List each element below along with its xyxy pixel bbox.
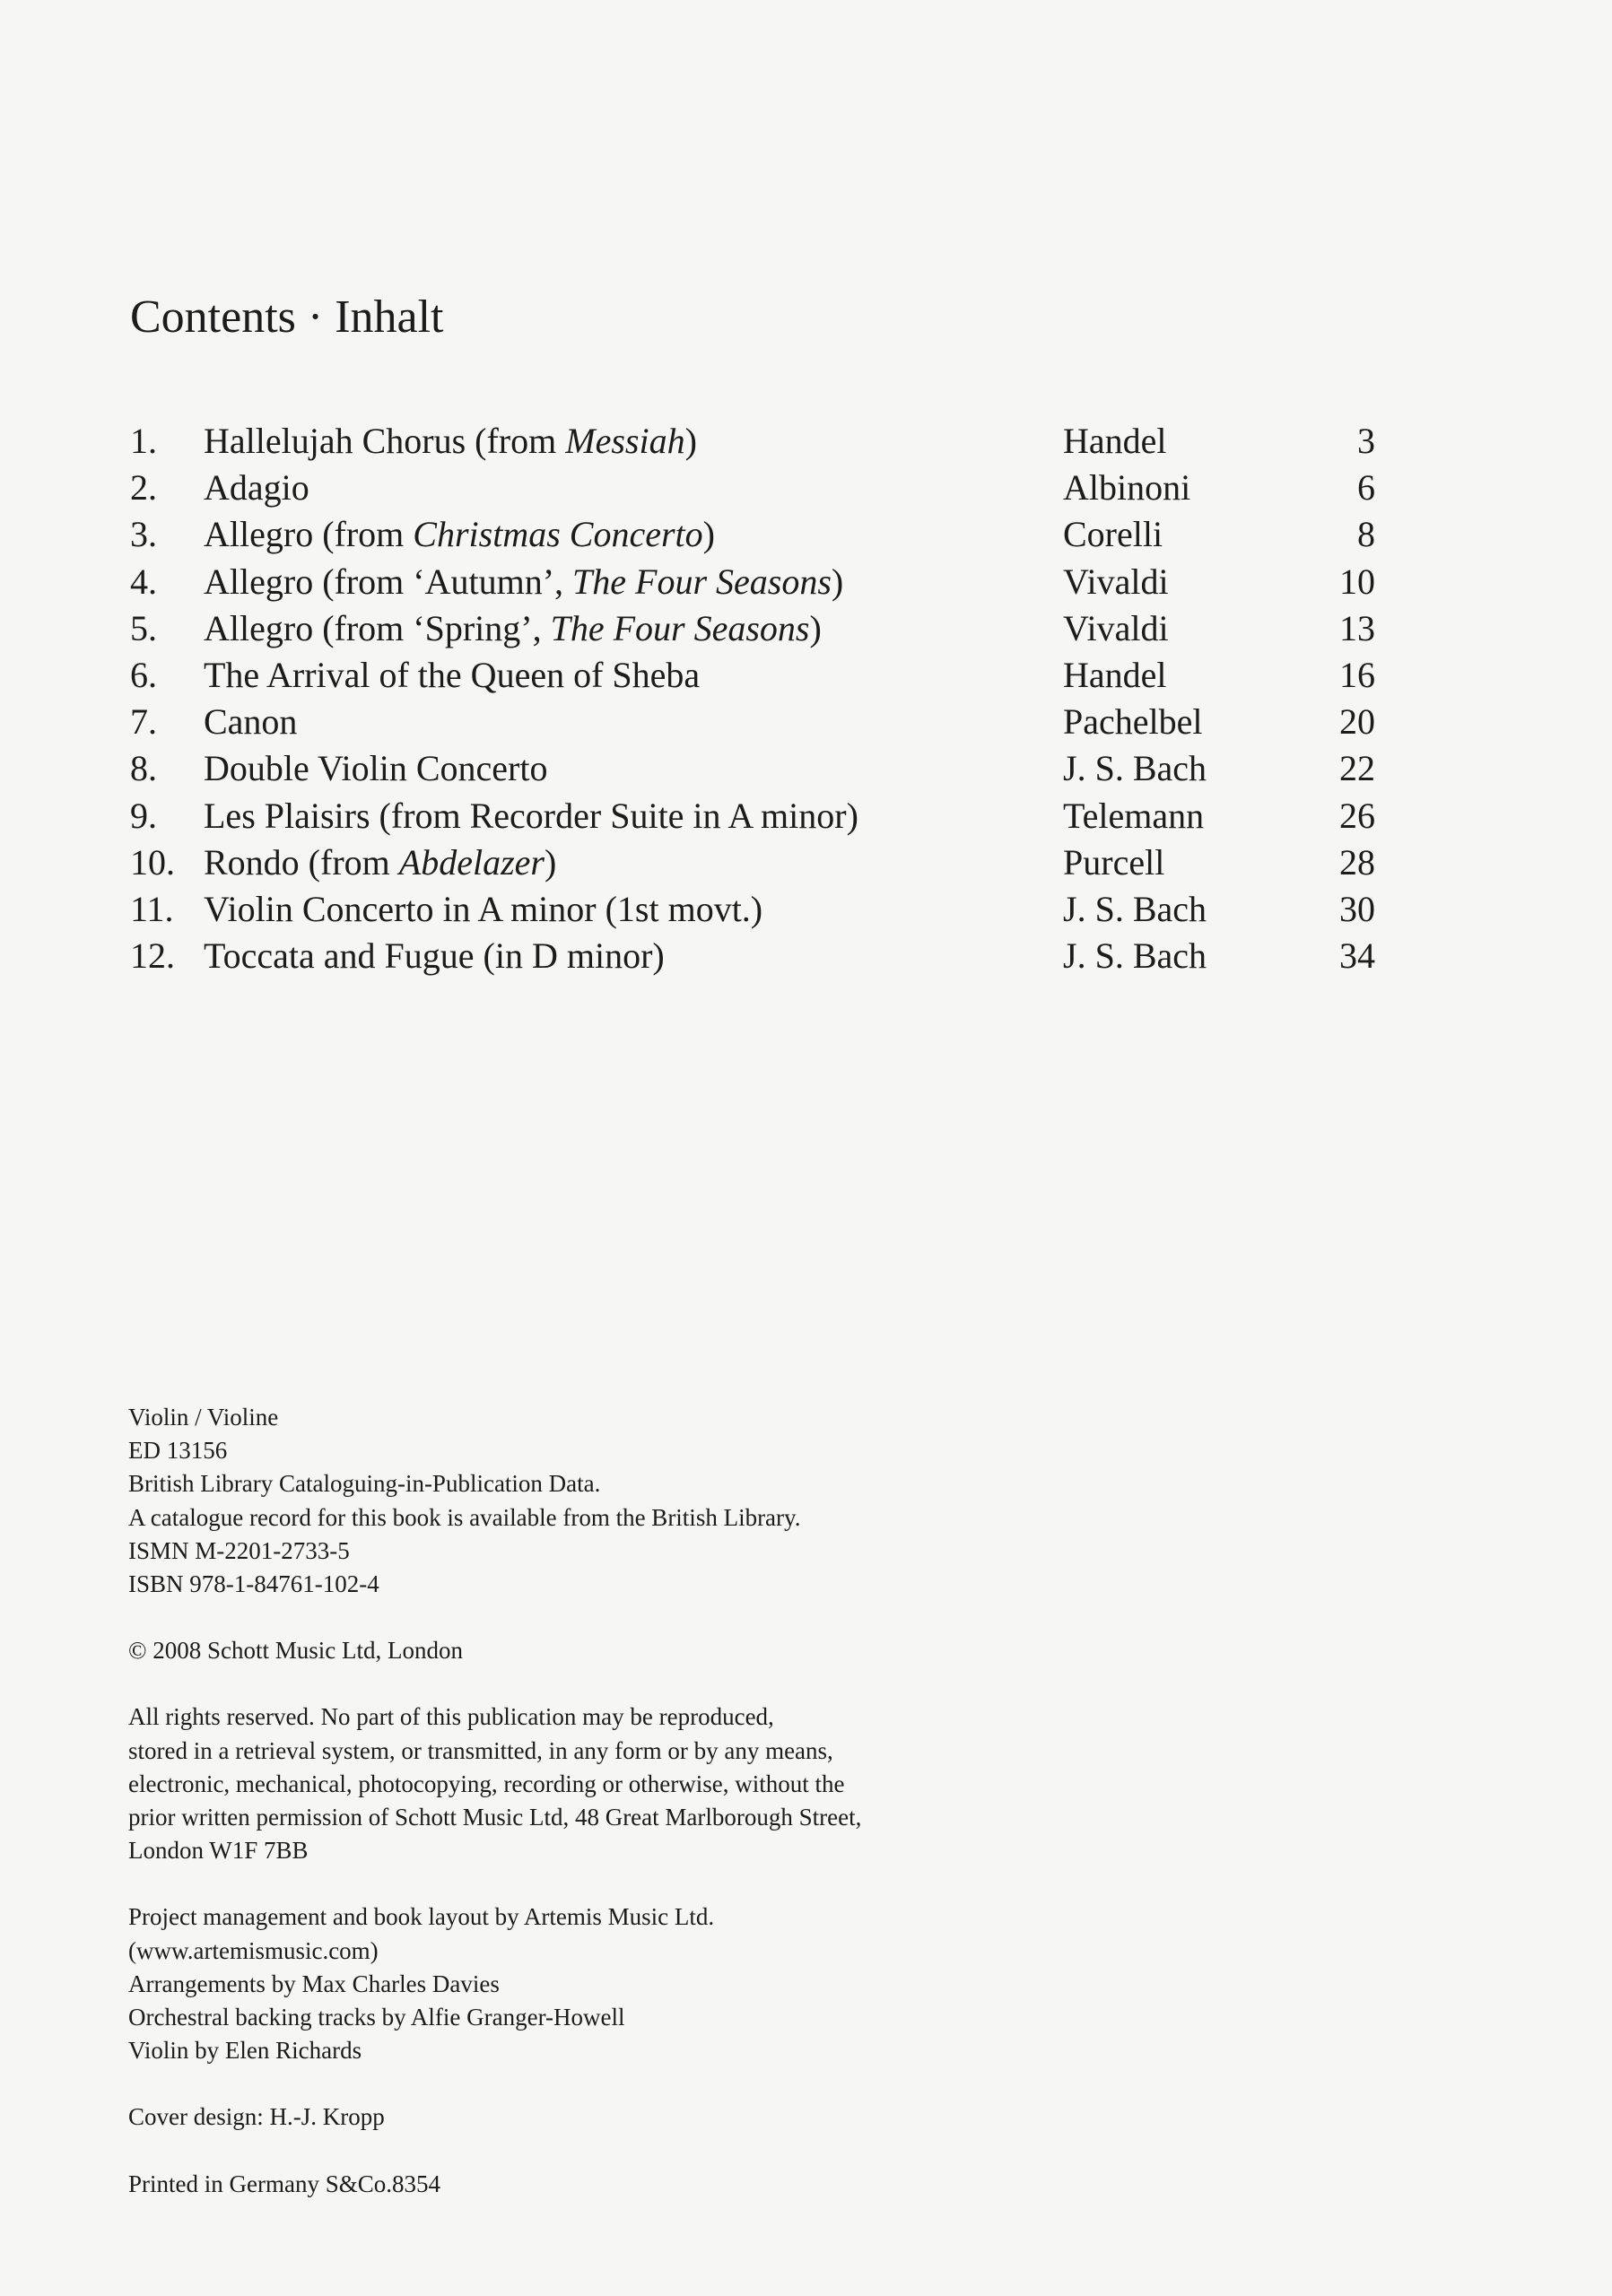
item-title-part: Allegro (from: [204, 514, 414, 555]
page-title: Contents · Inhalt: [130, 291, 444, 343]
imprint-line: ED 13156: [128, 1437, 228, 1465]
contents-item: [130, 933, 1381, 979]
item-composer: Vivaldi: [1063, 561, 1169, 602]
item-title: [204, 559, 843, 605]
contents-item: [130, 418, 1381, 465]
item-page-number: 3: [1357, 421, 1375, 461]
item-page-number: 26: [1339, 795, 1375, 836]
imprint-line: Printed in Germany S&Co.8354: [128, 2170, 440, 2197]
item-page-number: 6: [1357, 467, 1375, 509]
imprint-line: electronic, mechanical, photocopying, recording or otherwise, without the: [128, 1770, 845, 1797]
item-number: 11.: [130, 888, 174, 929]
imprint-line: ISBN 978-1-84761-102-4: [128, 1570, 379, 1598]
imprint-line: prior written permission of Schott Music Ltd, 48 Great Marlborough Street,: [128, 1804, 862, 1831]
item-title: [204, 605, 822, 652]
item-title-part: Adagio: [204, 467, 309, 509]
item-composer: Purcell: [1063, 841, 1165, 883]
item-title: [204, 418, 697, 465]
imprint-line: Violin by Elen Richards: [128, 2037, 362, 2065]
imprint-line: London W1F 7BB: [128, 1837, 309, 1865]
item-number: 8.: [130, 748, 157, 789]
item-title-part: The Arrival of the Queen of Sheba: [204, 654, 701, 695]
imprint-line: stored in a retrieval system, or transmitted, in any form or by any means,: [128, 1736, 833, 1764]
item-page-number: 28: [1339, 841, 1375, 883]
imprint-block: [128, 1700, 1025, 1867]
item-title: [204, 652, 700, 699]
imprint-line: All rights reserved. No part of this publication may be reproduced,: [128, 1703, 774, 1731]
item-page-number: 13: [1339, 607, 1375, 648]
item-number: 10.: [130, 841, 175, 883]
contents-list: [130, 418, 1381, 979]
item-page-number: 30: [1339, 888, 1375, 929]
item-page-number: 22: [1339, 748, 1375, 789]
imprint-line: A catalogue record for this book is available from the British Library.: [128, 1503, 801, 1531]
item-number: 4.: [130, 561, 157, 602]
imprint-block: [128, 1634, 1025, 1667]
item-title-part: Violin Concerto in A minor (1st movt.): [204, 888, 763, 929]
item-title: [204, 465, 309, 511]
item-title: [204, 745, 547, 792]
imprint-line: © 2008 Schott Music Ltd, London: [128, 1637, 464, 1665]
contents-item: [130, 605, 1381, 652]
item-title-italic-part: The Four Seasons: [572, 561, 832, 602]
item-composer: Pachelbel: [1063, 701, 1203, 743]
item-composer: J. S. Bach: [1063, 935, 1207, 977]
item-title-italic-part: Abdelazer: [398, 841, 545, 883]
imprint-line: ISMN M-2201-2733-5: [128, 1536, 350, 1564]
item-page-number: 8: [1357, 514, 1375, 555]
item-title-part: ): [809, 607, 822, 648]
imprint-line: (www.artemismusic.com): [128, 1936, 379, 1964]
imprint-block: [128, 2100, 1025, 2134]
item-title-part: Toccata and Fugue (in D minor): [204, 935, 665, 977]
imprint-line: British Library Cataloguing-in-Publication Data.: [128, 1470, 601, 1498]
item-title-part: Double Violin Concerto: [204, 748, 548, 789]
imprint-line: Cover design: H.-J. Kropp: [128, 2103, 385, 2131]
item-title-part: Allegro (from ‘Spring’,: [204, 607, 551, 648]
item-title-italic-part: Messiah: [565, 421, 685, 461]
item-number: 2.: [130, 467, 157, 509]
item-title-part: Les Plaisirs (from Recorder Suite in A minor): [204, 795, 858, 836]
item-composer: J. S. Bach: [1063, 888, 1207, 929]
item-number: 6.: [130, 654, 157, 695]
item-composer: Corelli: [1063, 514, 1163, 555]
item-page-number: 34: [1339, 935, 1375, 977]
item-composer: Handel: [1063, 654, 1167, 695]
item-number: 1.: [130, 421, 157, 461]
imprint-block: [128, 2168, 1025, 2201]
contents-item: [130, 793, 1381, 839]
imprint-line: Violin / Violine: [128, 1404, 279, 1431]
imprint-line: Project management and book layout by Artemis Music Ltd.: [128, 1903, 715, 1931]
contents-item: [130, 699, 1381, 745]
contents-item: [130, 745, 1381, 792]
item-title: [204, 511, 715, 558]
contents-item: [130, 511, 1381, 558]
item-page-number: 16: [1339, 654, 1375, 695]
item-title: [204, 886, 762, 933]
item-title-part: Rondo (from: [204, 841, 399, 883]
item-title-part: ): [702, 514, 715, 555]
item-composer: J. S. Bach: [1063, 748, 1207, 789]
item-title: [204, 699, 297, 745]
item-composer: Albinoni: [1063, 467, 1191, 509]
item-page-number: 10: [1339, 561, 1375, 602]
imprint-block: [128, 1900, 1025, 2067]
item-title-part: ): [544, 841, 557, 883]
item-title-part: ): [831, 561, 844, 602]
imprint-line: Orchestral backing tracks by Alfie Granger-Howell: [128, 2004, 625, 2031]
item-title: [204, 839, 556, 886]
imprint-block: [128, 1401, 1025, 1601]
item-title-italic-part: The Four Seasons: [550, 607, 810, 648]
item-number: 5.: [130, 607, 157, 648]
contents-item: [130, 886, 1381, 933]
contents-item: [130, 839, 1381, 886]
item-title: [204, 793, 858, 839]
imprint-line: Arrangements by Max Charles Davies: [128, 1970, 500, 1997]
contents-item: [130, 652, 1381, 699]
item-title-italic-part: Christmas Concerto: [413, 514, 703, 555]
item-page-number: 20: [1339, 701, 1375, 743]
item-title-part: Allegro (from ‘Autumn’,: [204, 561, 573, 602]
item-number: 3.: [130, 514, 157, 555]
item-title: [204, 933, 665, 979]
item-composer: Vivaldi: [1063, 607, 1169, 648]
imprint-section: [128, 1401, 1025, 2234]
contents-item: [130, 465, 1381, 511]
item-title-part: Hallelujah Chorus (from: [204, 421, 566, 461]
item-number: 12.: [130, 935, 175, 977]
item-composer: Handel: [1063, 421, 1167, 461]
item-composer: Telemann: [1063, 795, 1205, 836]
contents-item: [130, 559, 1381, 605]
item-number: 7.: [130, 701, 157, 743]
item-number: 9.: [130, 795, 157, 836]
item-title-part: ): [684, 421, 697, 461]
item-title-part: Canon: [204, 701, 298, 743]
